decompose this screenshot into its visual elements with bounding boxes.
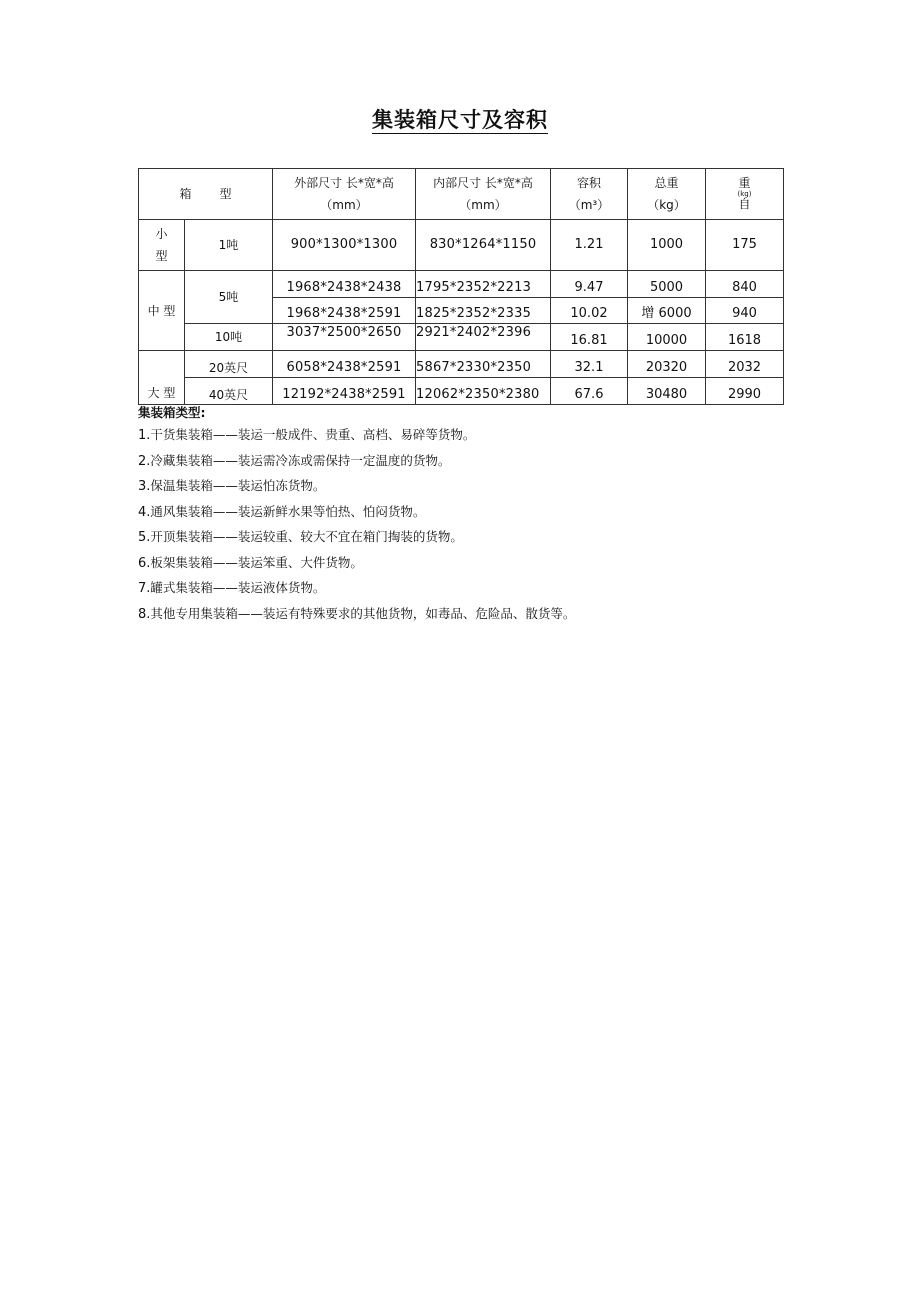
row-gross: 1000 [628,220,706,271]
container-types-section [138,403,575,627]
header-tare-top: 重 [738,176,751,190]
group-medium: 中 型 [139,271,185,351]
list-item-number: 1. [138,428,151,443]
header-tare-bottom: 自 [738,197,751,211]
header-gross-label: 总重 [654,176,679,190]
table-row [139,324,784,351]
group-small-char2: 型 [155,249,168,263]
list-item-number: 7. [138,581,151,596]
page-title-text: 集装箱尺寸及容积 [372,108,548,132]
row-tare: 840 [706,271,784,298]
row-subtype: 10吨 [185,324,273,351]
list-item [138,576,575,602]
list-item [138,423,575,449]
page-title [0,104,920,134]
row-volume: 32.1 [551,351,628,378]
header-tare-weight [706,169,784,220]
header-outer-unit: （mm） [320,198,368,212]
list-item [138,474,575,500]
list-item-text: 其他专用集装箱——装运有特殊要求的其他货物，如毒品、危险品、散货等。 [150,605,576,621]
row-volume: 1.21 [551,220,628,271]
container-spec-table [138,168,784,405]
header-outer-size [273,169,416,220]
row-volume: 16.81 [551,324,628,351]
row-inner-size: 1795*2352*2213 [416,271,551,298]
row-gross: 增 6000 [628,298,706,324]
list-item [138,525,575,551]
list-item-number: 5. [138,530,151,545]
row-volume: 67.6 [551,378,628,405]
list-item-text: 通风集装箱——装运新鲜水果等怕热、怕闷货物。 [150,503,426,519]
row-inner-size: 12062*2350*2380 [416,378,551,405]
row-outer-size: 12192*2438*2591 [273,378,416,405]
list-item-text: 干货集装箱——装运一般成件、贵重、高档、易碎等货物。 [150,427,476,442]
group-large: 大 型 [139,351,185,405]
row-tare: 1618 [706,324,784,351]
list-item-text: 开顶集装箱——装运较重、较大不宜在箱门掏装的货物。 [150,529,463,544]
header-type-char1: 箱 [179,187,192,201]
list-item-text: 冷藏集装箱——装运需冷冻或需保持一定温度的货物。 [150,452,451,468]
list-item-text: 保温集装箱——装运怕冻货物。 [150,478,326,493]
group-small-char1: 小 [155,227,168,241]
row-inner-size: 1825*2352*2335 [416,298,551,324]
table-row [139,271,784,298]
row-outer-size: 3037*2500*2650 [273,324,416,351]
header-inner-size [416,169,551,220]
list-item [138,449,575,475]
row-gross: 5000 [628,271,706,298]
row-tare: 2990 [706,378,784,405]
row-outer-size: 1968*2438*2438 [273,271,416,298]
list-item-number: 2. [138,453,151,469]
table-header-row [139,169,784,220]
list-item-number: 4. [138,504,151,520]
header-outer-label: 外部尺寸 长*宽*高 [294,176,394,190]
table-row [139,220,784,271]
row-gross: 10000 [628,324,706,351]
row-subtype: 20英尺 [185,351,273,378]
list-item [138,602,575,628]
list-item-number: 8. [138,606,151,622]
header-type-char2: 型 [219,187,232,201]
table-row [139,351,784,378]
row-gross: 20320 [628,351,706,378]
header-type [139,169,273,220]
row-gross: 30480 [628,378,706,405]
list-item [138,500,575,526]
row-outer-size: 900*1300*1300 [273,220,416,271]
row-outer-size: 6058*2438*2591 [273,351,416,378]
header-gross-unit: （kg） [647,198,686,212]
list-item [138,551,575,577]
header-tare-unit: (kg) [737,190,752,198]
row-subtype: 1吨 [185,220,273,271]
header-inner-unit: （mm） [459,198,507,212]
header-volume-unit: （m³） [568,198,610,212]
row-inner-size: 5867*2330*2350 [416,351,551,378]
list-item-text: 罐式集装箱——装运液体货物。 [150,580,326,595]
row-outer-size: 1968*2438*2591 [273,298,416,324]
row-subtype: 40英尺 [185,378,273,405]
types-title: 集装箱类型: [138,405,206,420]
header-volume [551,169,628,220]
row-inner-size: 830*1264*1150 [416,220,551,271]
group-small [139,220,185,271]
header-volume-label: 容积 [576,176,601,190]
row-volume: 9.47 [551,271,628,298]
list-item-number: 6. [138,555,151,571]
header-gross-weight [628,169,706,220]
row-subtype: 5吨 [185,271,273,324]
row-volume: 10.02 [551,298,628,324]
row-inner-size: 2921*2402*2396 [416,324,551,351]
row-tare: 2032 [706,351,784,378]
list-item-number: 3. [138,479,151,494]
table-row [139,378,784,405]
list-item-text: 板架集装箱——装运笨重、大件货物。 [150,554,363,570]
header-inner-label: 内部尺寸 长*宽*高 [433,176,533,190]
row-tare: 940 [706,298,784,324]
row-tare: 175 [706,220,784,271]
